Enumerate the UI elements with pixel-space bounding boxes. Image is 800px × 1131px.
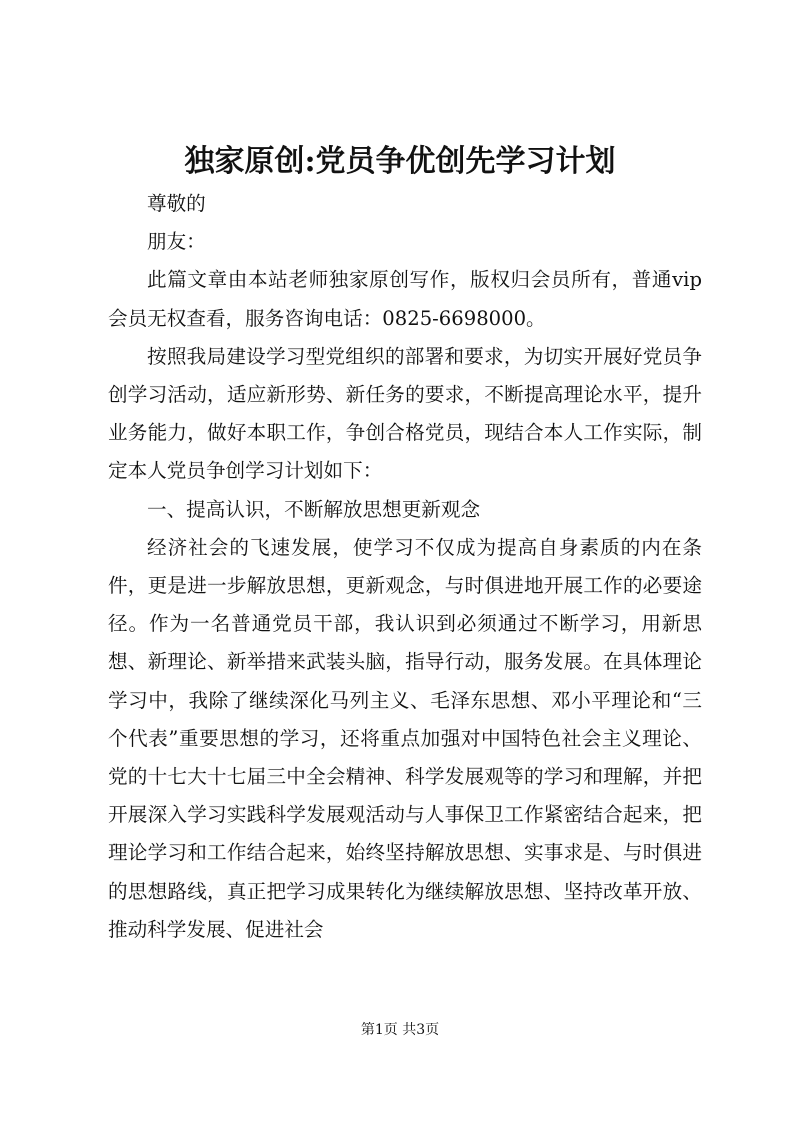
intro-paragraph: 按照我局建设学习型党组织的部署和要求，为切实开展好党员争创学习活动，适应新形势、新任务的要求，不断提高理论水平，提升业务能力，做好本职工作，争创合格党员，现结合本人工作实际，制定本人党员争创学习计划如下： (108, 344, 702, 483)
document-title: 独家原创:党员争优创先学习计划 (184, 144, 616, 179)
copyright-notice-paragraph: 此篇文章由本站老师独家原创写作，版权归会员所有，普通vip会员无权查看，服务咨询电话：0825-6698000。 (108, 268, 702, 330)
document-body (108, 185, 702, 949)
salutation-line-2: 朋友： (147, 230, 206, 254)
body-paragraph: 经济社会的飞速发展，使学习不仅成为提高自身素质的内在条件，更是进一步解放思想，更新观念，与时俱进地开展工作的必要途径。作为一名普通党员干部，我认识到必须通过不断学习，用新思想、新理论、新举措来武装头脑，指导行动，服务发展。在具体理论学习中，我除了继续深化马列主义、毛泽东思想、邓小平理论和“三个代表”重要思想的学习，还将重点加强对中国特色社会主义理论、党的十七大十七届三中全会精神、科学发展观等的学习和理解，并把开展深入学习实践科学发展观活动与人事保卫工作紧密结合起来，把理论学习和工作结合起来，始终坚持解放思想、实事求是、与时俱进的思想路线，真正把学习成果转化为继续解放思想、坚持改革开放、推动科学发展、促进社会 (108, 535, 702, 941)
page-number-footer: 第1页 共3页 (360, 1022, 440, 1038)
section-heading: 一、提高认识，不断解放思想更新观念 (147, 497, 481, 521)
salutation-line-1: 尊敬的 (147, 192, 206, 215)
